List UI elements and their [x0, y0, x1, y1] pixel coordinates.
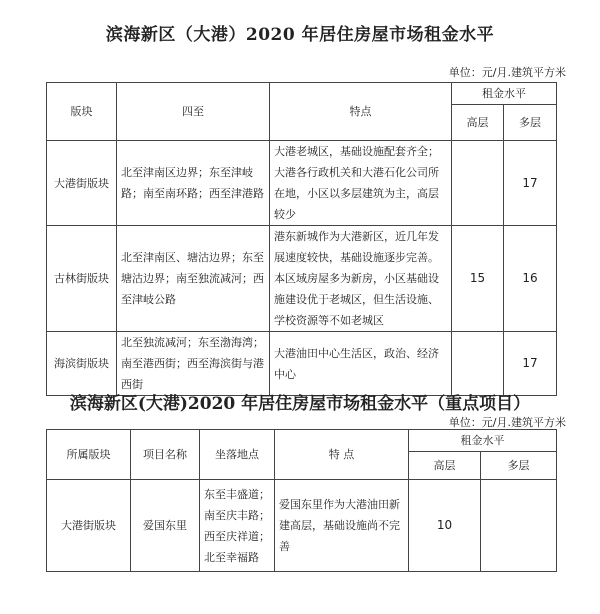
cell-multi: 17 — [504, 141, 557, 226]
cell-project: 爱国东里 — [131, 480, 200, 572]
table1-title: 滨海新区（大港）2020 年居住房屋市场租金水平 — [105, 25, 495, 45]
header-location: 坐落地点 — [200, 430, 275, 480]
cell-high — [452, 141, 504, 226]
header-block: 版块 — [47, 83, 117, 141]
header-features: 特点 — [270, 83, 452, 141]
rent-table-districts — [46, 82, 557, 396]
header-high: 高层 — [409, 452, 481, 480]
cell-high: 15 — [452, 226, 504, 332]
cell-location: 东至丰盛道；南至庆丰路；西至庆祥道；北至幸福路 — [200, 480, 275, 572]
cell-bounds: 北至津南区边界；东至津岐路；南至南环路；西至津港路 — [117, 141, 270, 226]
table-row — [47, 226, 557, 332]
cell-multi: 16 — [504, 226, 557, 332]
header-high: 高层 — [452, 105, 504, 141]
cell-multi: 17 — [504, 332, 557, 396]
rent-table-key-projects — [46, 429, 557, 572]
cell-high — [452, 332, 504, 396]
header-bounds: 四至 — [117, 83, 270, 141]
table2-unit-note: 单位：元/月.建筑平方米 — [448, 416, 566, 429]
header-block: 所属版块 — [47, 430, 131, 480]
cell-multi — [481, 480, 557, 572]
cell-bounds: 北至独流减河；东至渤海湾；南至港西街；西至海滨街与港西街 — [117, 332, 270, 396]
cell-bounds: 北至津南区、塘沽边界；东至塘沽边界；南至独流减河；西至津岐公路 — [117, 226, 270, 332]
cell-block: 大港街版块 — [47, 480, 131, 572]
header-rent: 租金水平 — [409, 430, 557, 452]
cell-features: 大港老城区，基础设施配套齐全；大港各行政机关和大港石化公司所在地，小区以多层建筑为主，高层较少 — [270, 141, 452, 226]
cell-block: 古林街版块 — [47, 226, 117, 332]
table1-unit-note: 单位：元/月.建筑平方米 — [448, 66, 566, 79]
header-multi: 多层 — [504, 105, 557, 141]
cell-features: 港东新城作为大港新区，近几年发展速度较快，基础设施逐步完善。本区域房屋多为新房，小区基础设施建设优于老城区，但生活设施、学校资源等不如老城区 — [270, 226, 452, 332]
header-project: 项目名称 — [131, 430, 200, 480]
table-row — [47, 480, 557, 572]
header-features: 特 点 — [275, 430, 409, 480]
cell-features: 大港油田中心生活区，政治、经济中心 — [270, 332, 452, 396]
header-rent: 租金水平 — [452, 83, 557, 105]
cell-block: 海滨街版块 — [47, 332, 117, 396]
table-row — [47, 332, 557, 396]
cell-features: 爱国东里作为大港油田新建高层，基础设施尚不完善 — [275, 480, 409, 572]
table-row — [47, 141, 557, 226]
header-multi: 多层 — [481, 452, 557, 480]
table2-title: 滨海新区(大港)2020 年居住房屋市场租金水平（重点项目） — [69, 394, 531, 414]
cell-block: 大港街版块 — [47, 141, 117, 226]
cell-high: 10 — [409, 480, 481, 572]
